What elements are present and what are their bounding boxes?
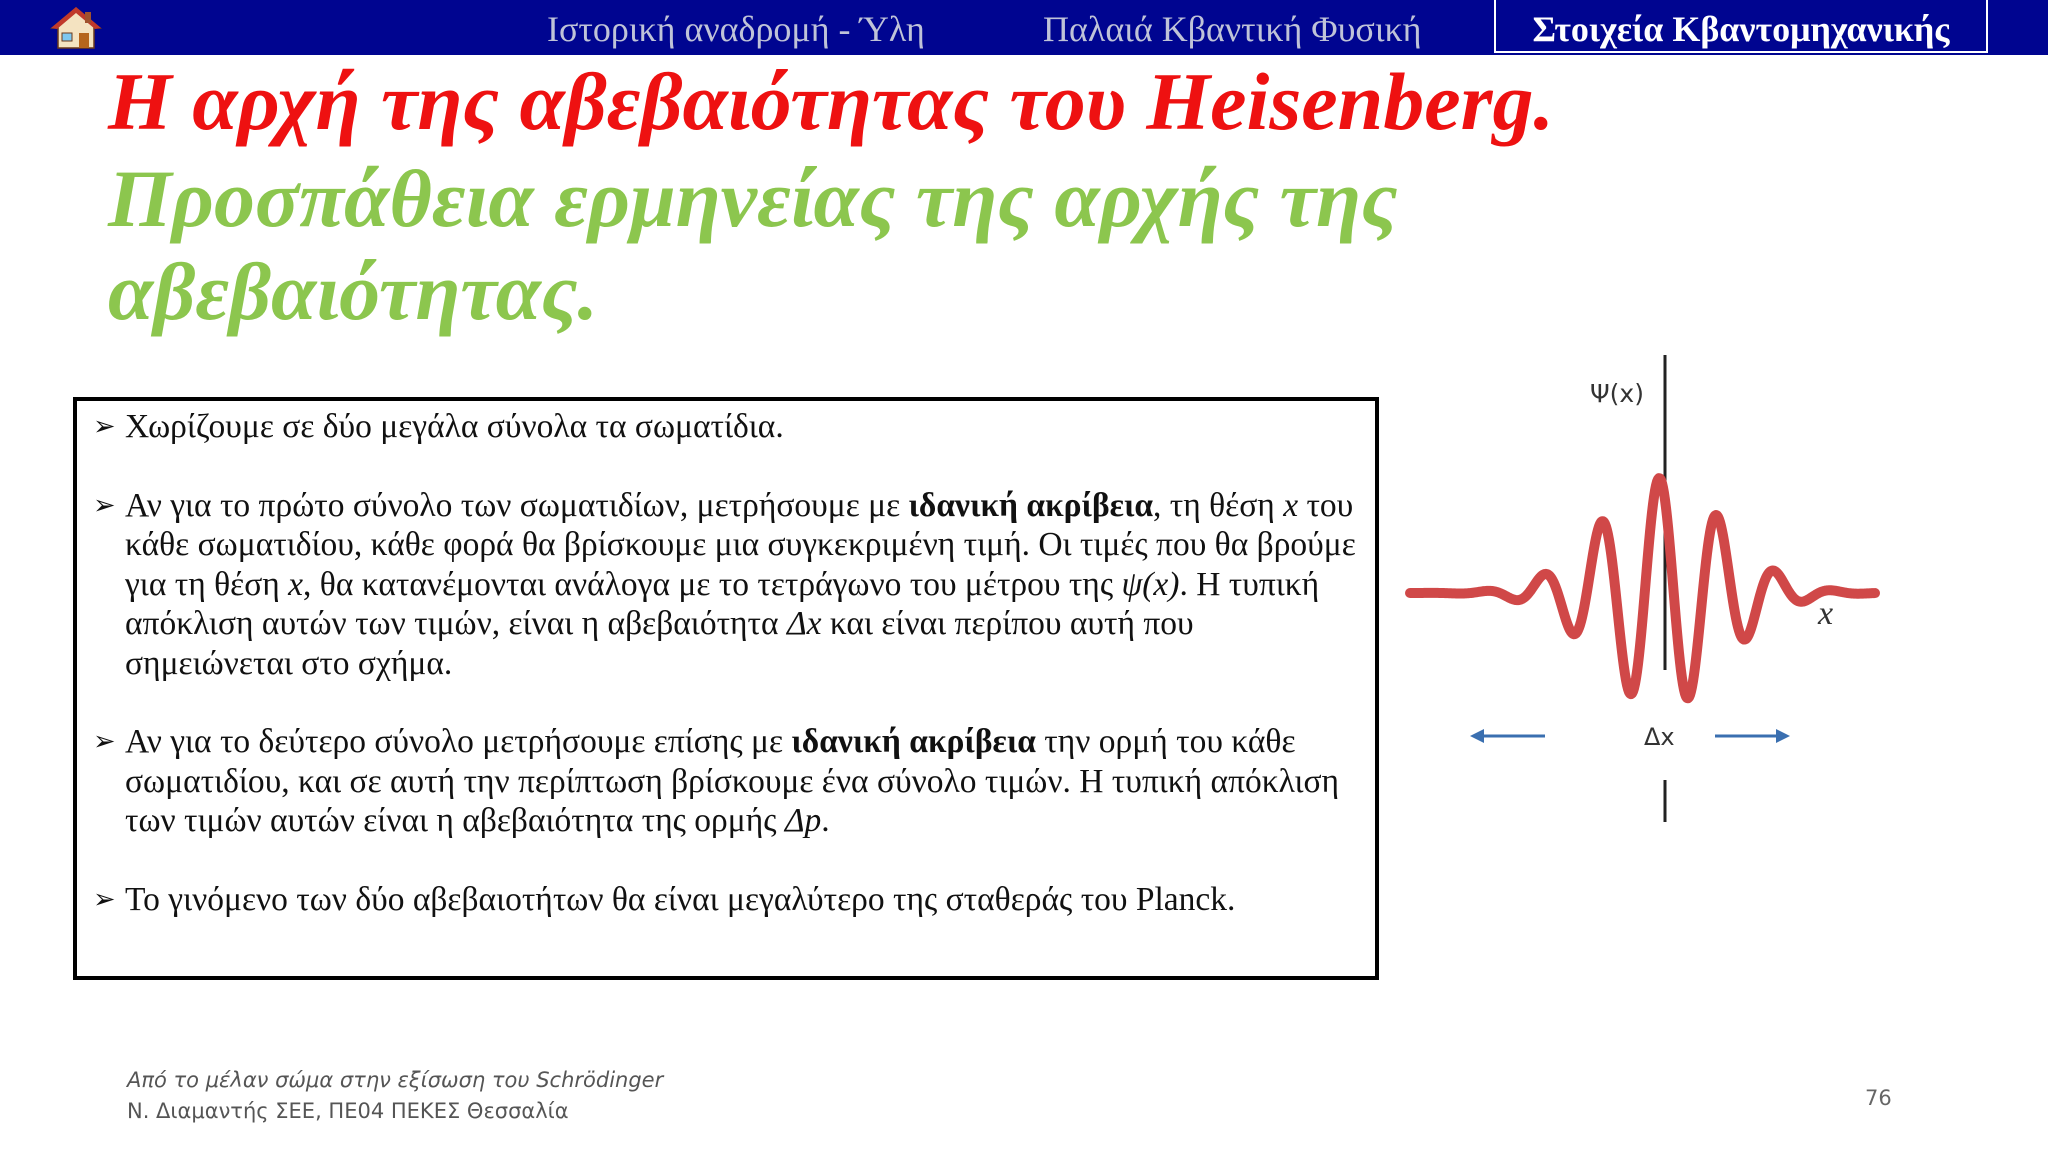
arrow-bullet-icon: ➢ [93,411,116,442]
slide-title: Η αρχή της αβεβαιότητας του Heisenberg. [108,56,1555,147]
house-icon[interactable] [50,6,102,50]
x-axis-label: x [1818,595,1834,632]
slide-subtitle-line2: αβεβαιότητας. [108,246,599,337]
y-axis-label: Ψ(x) [1590,379,1644,408]
top-navigation-bar [0,0,2048,55]
arrow-bullet-icon: ➢ [93,726,116,757]
bullet-text-box [73,397,1379,980]
arrow-bullet-icon: ➢ [93,489,116,521]
nav-quantum-mechanics-active[interactable]: Στοιχεία Κβαντομηχανικής [1494,0,1988,53]
wave-packet-curve [1410,478,1875,698]
arrow-bullet-icon: ➢ [93,883,116,915]
delta-x-left-arrowhead [1470,729,1484,743]
bullet-item: ➢ Το γινόμενο των δύο αβεβαιοτήτων θα είναι μεγαλύτερο της σταθεράς του Planck. [93,880,1236,918]
bullet-item: ➢ Χωρίζουμε σε δύο μεγάλα σύνολα τα σωματίδια. [93,408,784,445]
slide-subtitle-line1: Προσπάθεια ερμηνείας της αρχής της [108,153,1398,244]
page-number: 76 [1865,1086,1892,1110]
bullet-item: ➢ Αν για το δεύτερο σύνολο μετρήσουμε επίσης με ιδανική ακρίβεια την ορμή του κάθε σωματιδίου, και σε αυτή την περίπτωση βρίσκουμε ένα σύνολο τιμών. Η τυπική απόκλιση των τιμών αυτών είναι η αβεβαιότητα της ορμής Δp. [93,723,1340,839]
footer-presentation-title: Από το μέλαν σώμα στην εξίσωση του Schrödinger [127,1068,664,1092]
nav-history[interactable]: Ιστορική αναδρομή - Ύλη [547,9,925,49]
delta-x-right-arrowhead [1776,729,1790,743]
wave-packet-figure [1400,350,1890,830]
bullet-item: ➢ Αν για το πρώτο σύνολο των σωματιδίων, μετρήσουμε με ιδανική ακρίβεια, τη θέση x του κάθε σωματιδίου, κάθε φορά θα βρίσκουμε μια συγκεκριμένη τιμή. Οι τιμές που θα βρούμε για τη θέση x, θα κατανέμονται ανάλογα με το τετράγωνο του μέτρου της ψ(x). Η τυπική απόκλιση αυτών των τιμών, είναι η αβεβαιότητα Δx και είναι περίπου αυτή που σημειώνεται στο σχήμα. [93,486,1356,682]
delta-x-label: Δx [1644,723,1675,751]
footer-author: Ν. Διαμαντής ΣΕΕ, ΠΕ04 ΠΕΚΕΣ Θεσσαλία [127,1099,569,1123]
nav-old-quantum[interactable]: Παλαιά Κβαντική Φυσική [1043,9,1422,49]
